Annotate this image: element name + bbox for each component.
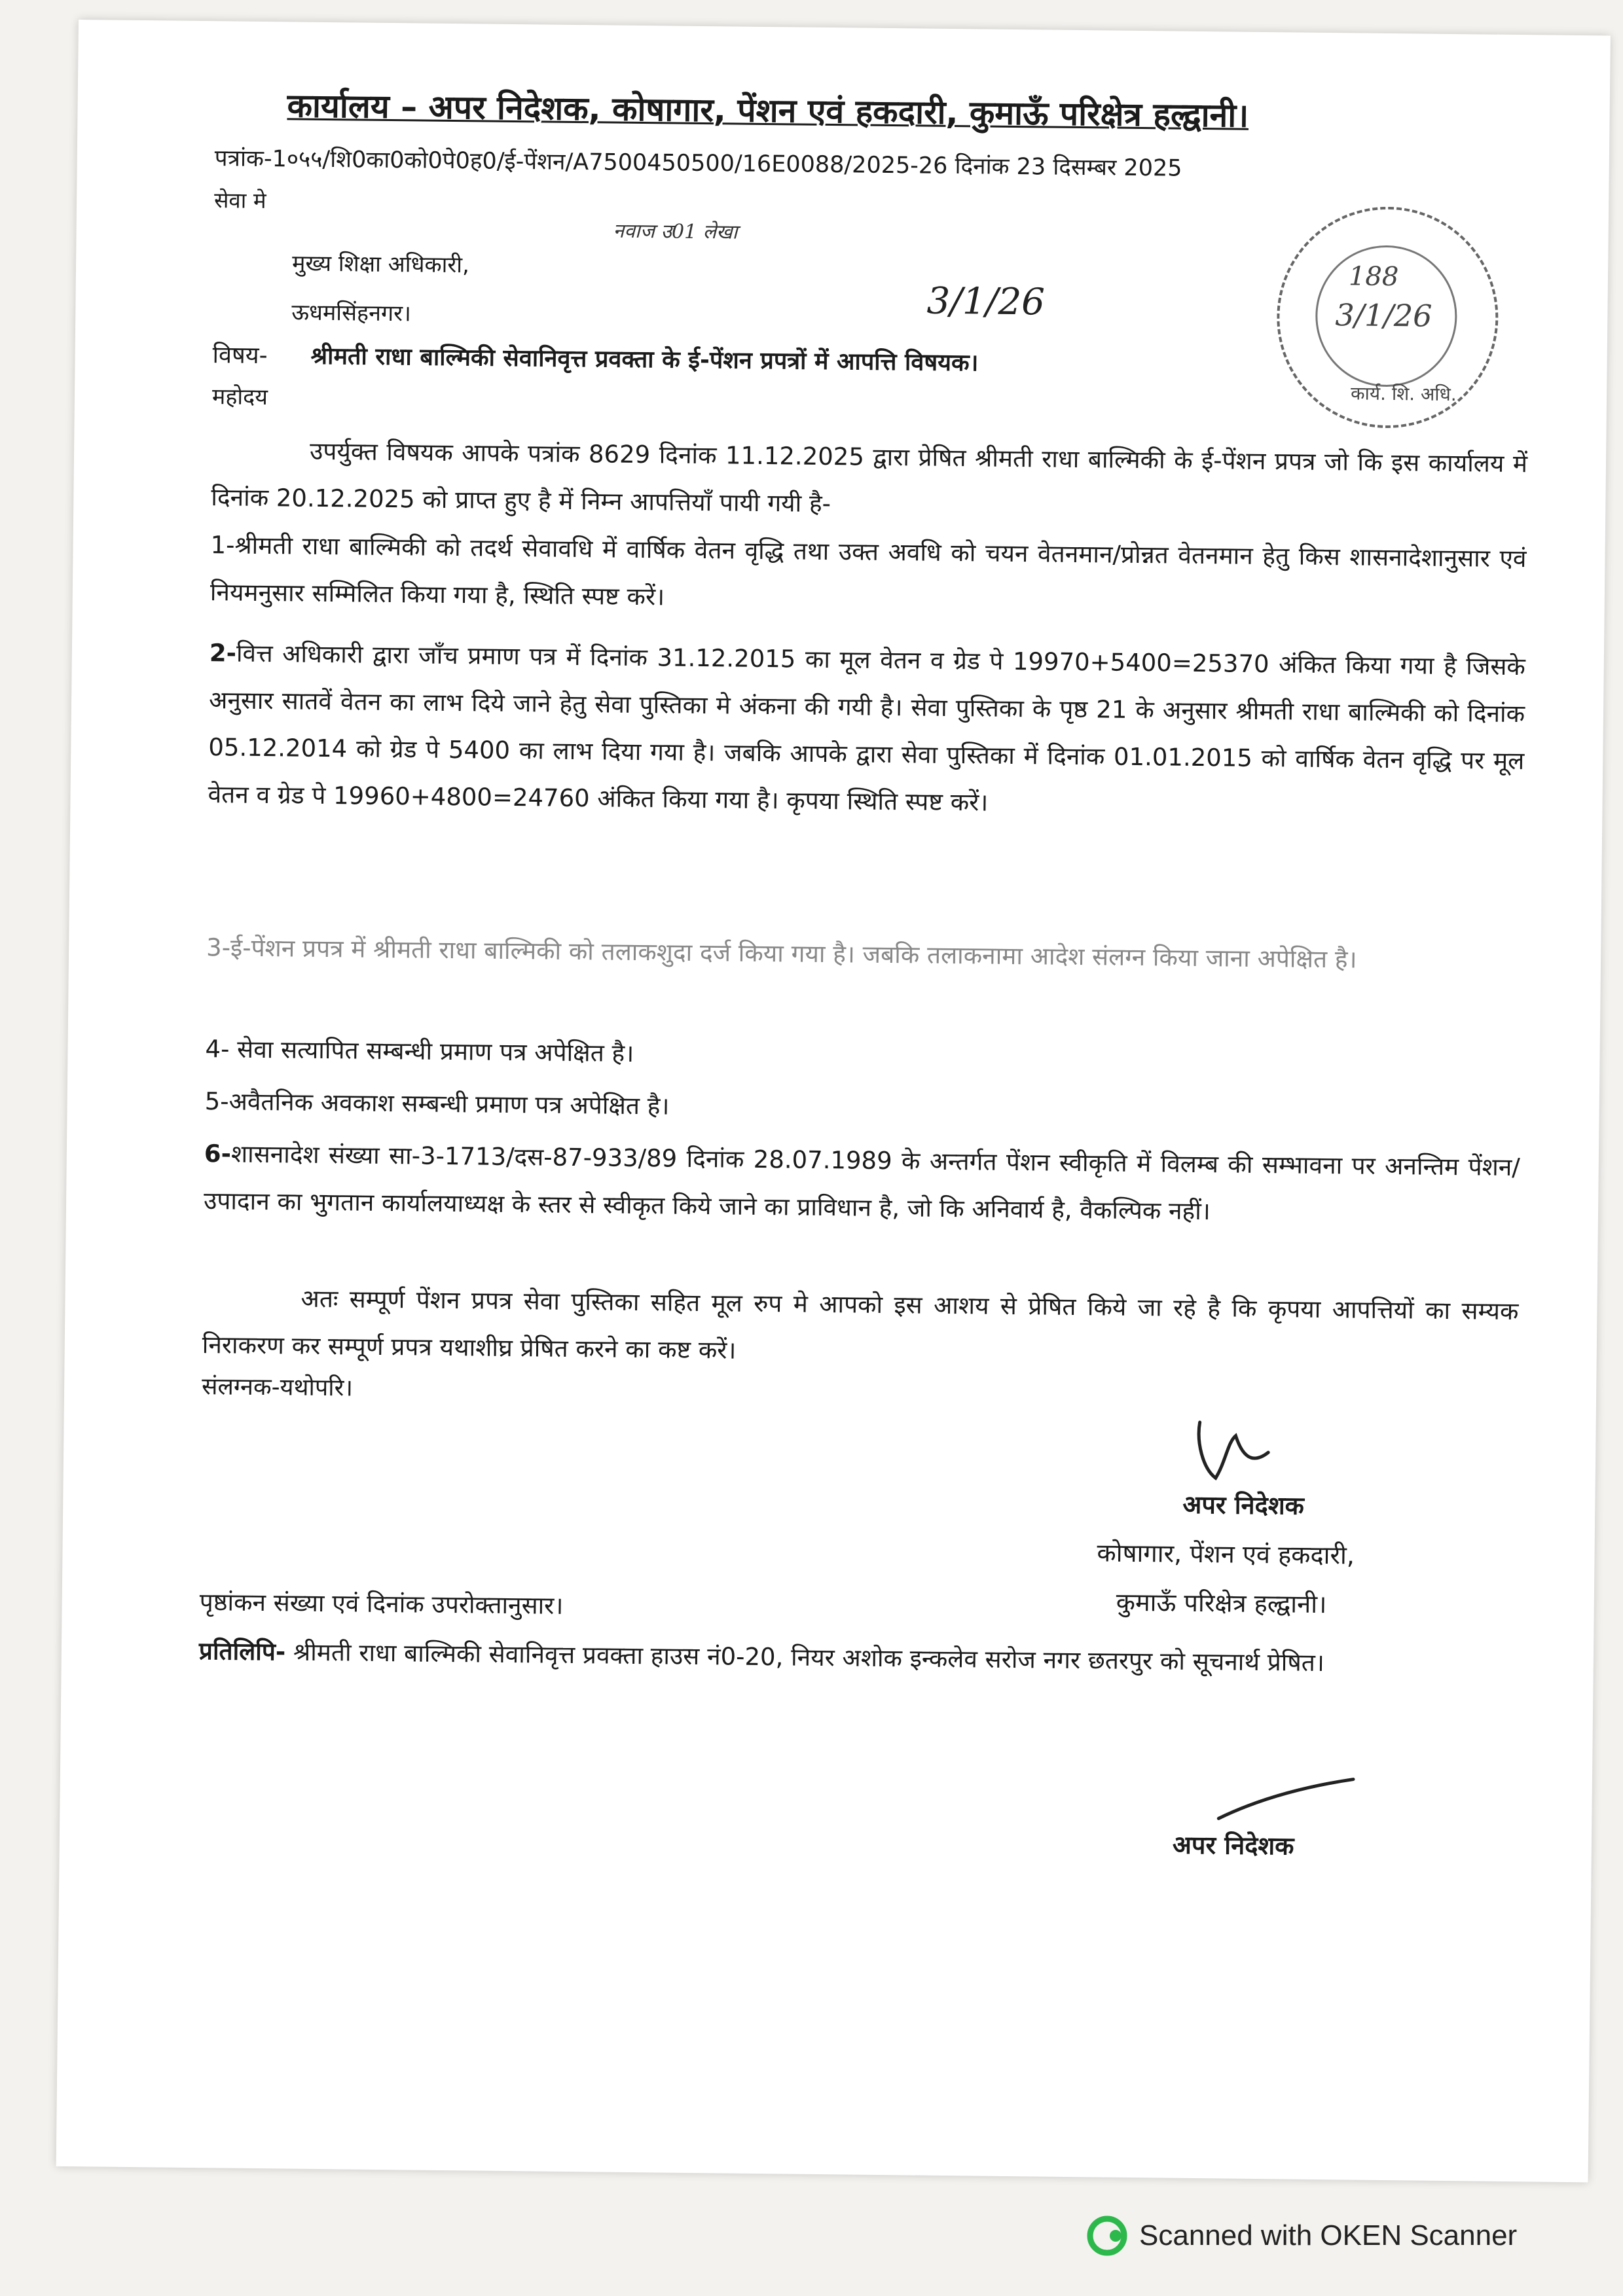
signatory-title: अपर निदेशक <box>1182 1490 1305 1520</box>
letterhead-title: कार्यालय – अपर निदेशक, कोषागार, पेंशन एवं हकदारी, कुमाऊँ परिक्षेत्र हल्द्वानी। <box>287 86 1249 135</box>
copy-text: श्रीमती राधा बाल्मिकी सेवानिवृत्त प्रवक्ता हाउस नं0-20, नियर अशोक इन्कलेव सरोज नगर छतरपुर को सूचनार्थ प्रेषित। <box>293 1638 1325 1677</box>
reference-number: पत्रांक-1०५५/शि0का0को0पे0ह0/ई-पेंशन/A7500450500/16E0088/2025-26 दिनांक 23 दिसम्बर 2025 <box>214 145 1182 182</box>
scanner-watermark <box>1087 2215 1517 2256</box>
salutation: महोदय <box>211 384 268 411</box>
objection-1: 1-श्रीमती राधा बाल्मिकी को तदर्थ सेवावधि में वार्षिक वेतन वृद्धि तथा उक्त अवधि को चयन वेतनमान/प्रोन्नत वेतनमान हेतु किस शासनादेशानुसार एवं नियमनुसार सम्मिलित किया गया है, स्थिति स्पष्ट करें। <box>210 531 1527 611</box>
handwritten-date: 3/1/26 <box>926 279 1046 324</box>
seva-me-label: सेवा मे <box>213 187 266 214</box>
signatory-dept: कोषागार, पेंशन एवं हकदारी, <box>1097 1538 1355 1570</box>
subject-label: विषय- <box>212 342 268 370</box>
objection-6-text: शासनादेश संख्या सा-3-1713/दस-87-933/89 दिनांक 28.07.1989 के अन्तर्गत पेंशन स्वीकृति में विलम्ब की सम्भावना पर अनन्तिम पेंशन/उपादान का भुगतान कार्यालयाध्यक्ष के स्तर से स्वीकृत किये जाने का प्राविधान है, जो कि अनिवार्य है, वैकल्पिक नहीं। <box>203 1139 1520 1226</box>
endorsement-line: पृष्ठांकन संख्या एवं दिनांक उपरोक्तानुसार। <box>199 1588 564 1620</box>
copy-to-paragraph <box>199 1628 1516 1689</box>
stamp-number: 188 <box>1348 261 1399 293</box>
receipt-stamp <box>1276 206 1500 429</box>
objection-4: 4- सेवा सत्यापित सम्बन्धी प्रमाण पत्र अपेक्षित है। <box>205 1035 634 1067</box>
stamp-date: 3/1/26 <box>1335 297 1432 334</box>
signature-2 <box>1205 1772 1363 1827</box>
oken-logo-icon <box>1087 2215 1127 2256</box>
objection-6-label: 6- <box>204 1139 232 1168</box>
copy-label: प्रतिलिपि- <box>198 1637 286 1666</box>
objection-5: 5-अवैतनिक अवकाश सम्बन्धी प्रमाण पत्र अपेक्षित है। <box>204 1087 670 1121</box>
objection-2-label: 2- <box>209 639 237 668</box>
enclosure-note: संलग्नक-यथोपरि। <box>201 1373 354 1402</box>
handwritten-note: नवाज उ01 लेखा <box>613 219 738 244</box>
signatory-region: कुमाऊँ परिक्षेत्र हल्द्वानी। <box>1116 1587 1327 1619</box>
objection-2-text: वित्त अधिकारी द्वारा जाँच प्रमाण पत्र में दिनांक 31.12.2015 का मूल वेतन व ग्रेड पे 19970+5400=25370 अंकित किया गया है जिसके अनुसार सातवें वेतन का लाभ दिये जाने हेतु सेवा पुस्तिका मे अंकना की गयी है। सेवा पुस्तिका के पृष्ठ 21 के अनुसार श्रीमती राधा बाल्मिकी को दिनांक 05.12.2014 को ग्रेड पे 5400 का लाभ दिया गया है। जबकि आपके द्वारा सेवा पुस्तिका में दिनांक 01.01.2015 को वार्षिक वेतन वृद्धि पर मूल वेतन व ग्रेड पे 19960+4800=24760 अंकित किया गया है। कृपया स्थिति स्पष्ट करें। <box>208 639 1525 817</box>
watermark-text: Scanned with OKEN Scanner <box>1139 2219 1518 2251</box>
addressee-line-2: ऊधमसिंहनगर। <box>291 299 412 327</box>
addressee-line-1: मुख्य शिक्षा अधिकारी, <box>291 250 470 279</box>
subject-text: श्रीमती राधा बाल्मिकी सेवानिवृत्त प्रवक्ता के ई-पेंशन प्रपत्रों में आपत्ति विषयक। <box>310 342 979 377</box>
objection-3: 3-ई-पेंशन प्रपत्र में श्रीमती राधा बाल्मिकी को तलाकशुदा दर्ज किया गया है। जबकि तलाकनामा आदेश संलग्न किया जाना अपेक्षित है। <box>206 933 1357 974</box>
letter-page <box>56 20 1611 2182</box>
intro-paragraph: उपर्युक्त विषयक आपके पत्रांक 8629 दिनांक 11.12.2025 द्वारा प्रेषित श्रीमती राधा बाल्मिकी के ई-पेंशन प्रपत्र जो कि इस कार्यालय में दिनांक 20.12.2025 को प्राप्त हुए है में निम्न आपत्तियाँ पायी गयी है- <box>211 437 1528 518</box>
signature-1 <box>1190 1416 1282 1488</box>
signatory-title-2: अपर निदेशक <box>1172 1830 1294 1861</box>
closing-paragraph: अतः सम्पूर्ण पेंशन प्रपत्र सेवा पुस्तिका सहित मूल रुप मे आपको इस आशय से प्रेषित किये जा रहे है कि कृपया आपत्तियों का सम्यक निराकरण कर सम्पूर्ण प्रपत्र यथाशीघ्र प्रेषित करने का कष्ट करें। <box>202 1284 1519 1365</box>
objection-2 <box>208 630 1525 832</box>
objection-6 <box>204 1130 1520 1238</box>
stamp-text: कार्य. शि. अधि. <box>1350 382 1457 406</box>
